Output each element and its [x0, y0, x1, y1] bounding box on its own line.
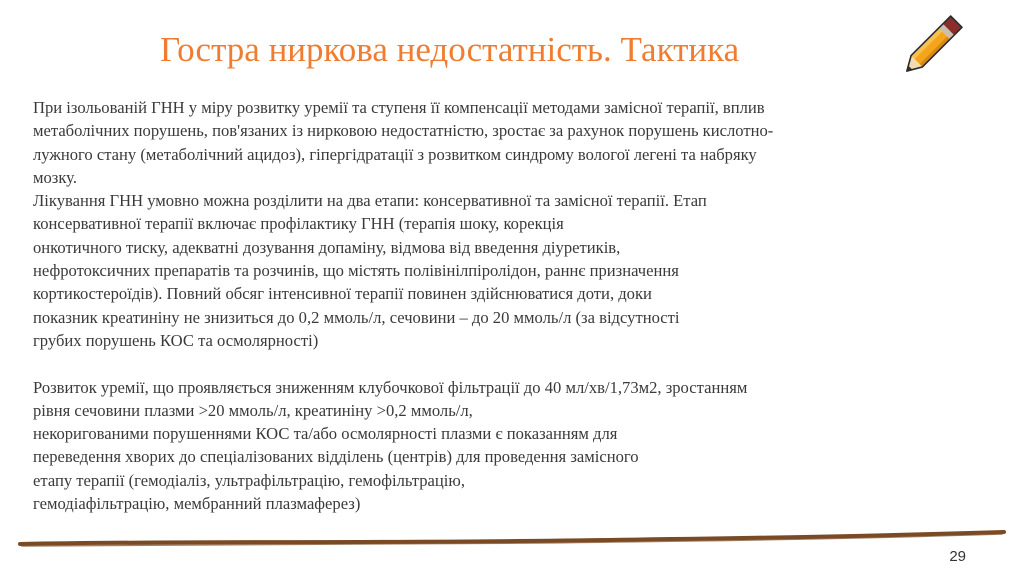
slide-title: Гостра ниркова недостатність. Тактика [160, 30, 740, 69]
text-line: грубих порушень КОС та осмолярності) [33, 330, 319, 350]
text-line: При ізольованій ГНН у міру розвитку уремії та ступеня її компенсації методами замісної терапії, вплив [33, 98, 765, 117]
text-line: переведення хворих до спеціалізованих відділень (центрів) для проведення замісного [33, 447, 639, 467]
text-line: консервативної терапії включає профілактику ГНН (терапія шоку, корекція [33, 214, 564, 234]
text-line: нефротоксичних препаратів та розчинів, що містять полівінілпіролідон, раннє призначення [33, 261, 679, 281]
text-line: некоригованими порушеннями КОС та/або осмолярності плазми є показанням для [33, 424, 618, 444]
body-text [33, 96, 993, 515]
text-line: Розвиток уремії, що проявляється зниженням клубочкової фільтрації до 40 мл/хв/1,73м2, зростанням [33, 377, 748, 397]
text-line: кортикостероїдів). Повний обсяг інтенсивної терапії повинен здійснюватися доти, доки [33, 284, 652, 304]
text-line: метаболічних порушень, пов'язаних із нирковою недостатністю, зростає за рахунок порушень кислотно- [33, 121, 774, 141]
text-line: гемодіафільтрацію, мембранний плазмаферез) [33, 494, 361, 514]
text-line: етапу терапії (гемодіаліз, ультрафільтрацію, гемофільтрацію, [33, 470, 465, 490]
text-line: рівня сечовини плазми >20 ммоль/л, креатиніну >0,2 ммоль/л, [33, 400, 473, 420]
paragraph-spacer [33, 352, 993, 375]
text-line: Лікування ГНН умовно можна розділити на два етапи: консервативної та замісної терапії. Етап [33, 191, 707, 211]
text-line: онкотичного тиску, адекватні дозування допаміну, відмова від введення діуретиків, [33, 237, 621, 257]
page-number: 29 [949, 548, 966, 565]
pencil-icon [892, 6, 974, 84]
text-line: мозку. [33, 167, 77, 187]
text-line: показник креатиніну не знизиться до 0,2 ммоль/л, сечовини – до 20 ммоль/л (за відсутності [33, 307, 680, 327]
text-line: лужного стану (метаболічний ацидоз), гіпергідратації з розвитком синдрому вологої легені та набряку [33, 144, 757, 164]
hand-drawn-divider [18, 520, 1008, 550]
